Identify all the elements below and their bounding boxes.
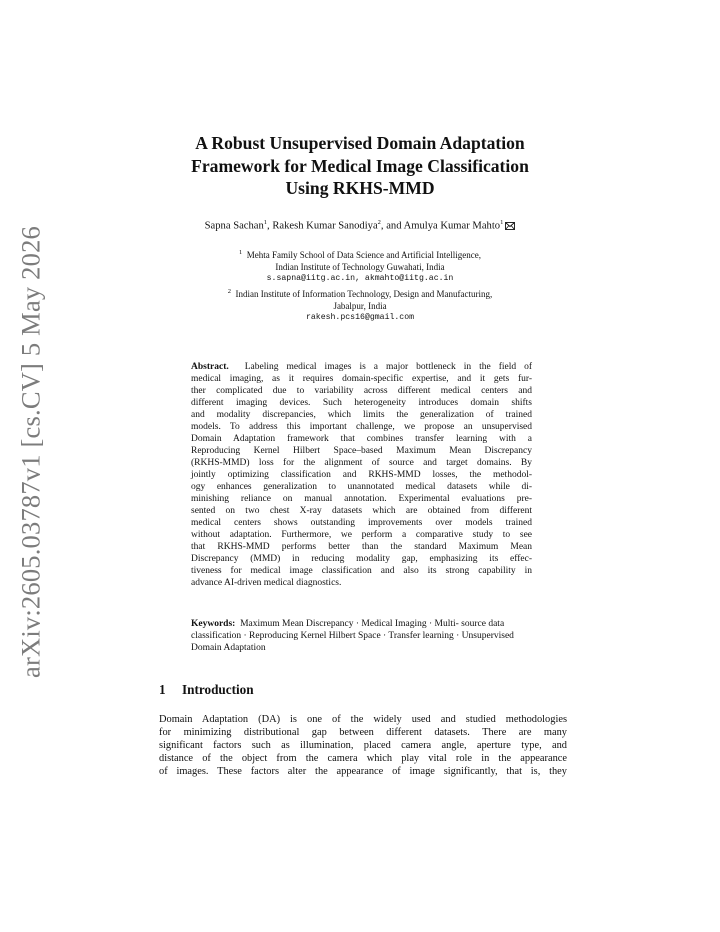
title-line: Using RKHS-MMD bbox=[285, 178, 435, 198]
arxiv-sidebar-stamp bbox=[11, 226, 51, 678]
section-heading bbox=[159, 682, 254, 698]
affiliation-1 bbox=[100, 247, 620, 285]
author-list bbox=[100, 219, 620, 232]
affiliation-line: Indian Institute of Technology Guwahati, India bbox=[275, 262, 445, 272]
affiliation-line: Indian Institute of Information Technology, Design and Manufacturing, bbox=[235, 289, 493, 299]
envelope-icon bbox=[505, 222, 515, 230]
affiliation-line: Mehta Family School of Data Science and Artificial Intelligence, bbox=[246, 250, 481, 260]
abstract-line: that RKHS-MMD performs better than the standard Maximum Mean bbox=[191, 542, 532, 552]
arxiv-identifier: arXiv:2605.03787v1 [cs.CV] 5 May 2026 bbox=[15, 226, 46, 678]
title-line: A Robust Unsupervised Domain Adaptation bbox=[195, 133, 525, 153]
abstract bbox=[191, 361, 532, 589]
keywords-text: Maximum Mean Discrepancy · Medical Imaging · Multi- bbox=[240, 619, 459, 629]
paragraph-line: for minimizing distributional gap between different datasets. There are many bbox=[159, 727, 567, 739]
affiliation-emails: s.sapna@iitg.ac.in, akmahto@iitg.ac.in bbox=[266, 274, 454, 283]
abstract-line: ogy enhances generalization to unannotated medical datasets while di- bbox=[191, 482, 532, 492]
keywords-line bbox=[191, 619, 459, 629]
section-number: 1 bbox=[159, 682, 166, 697]
abstract-line: jointly optimizing classification and RKHS-MMD losses, the methodol- bbox=[191, 470, 532, 480]
paragraph-line: significant factors such as illumination, placed camera angle, aperture type, and bbox=[159, 740, 567, 752]
affiliation-2 bbox=[100, 286, 620, 324]
abstract-line: tiveness for medical image classification and also its strong capability in bbox=[191, 566, 532, 576]
abstract-line: Discrepancy (MMD) in reducing modality gap, emphasizing its effec- bbox=[191, 554, 532, 564]
author-affiliation-mark: 1 bbox=[263, 219, 268, 226]
abstract-line bbox=[191, 361, 532, 373]
abstract-text: Labeling medical images is a major bottleneck in the field of bbox=[244, 362, 533, 372]
keywords-label: Keywords: bbox=[191, 619, 236, 629]
author-name: Rakesh Kumar Sanodiya bbox=[272, 220, 378, 232]
abstract-line: (RKHS-MMD) loss for the alignment of source and target domains. By bbox=[191, 458, 532, 468]
introduction-paragraph bbox=[159, 713, 567, 778]
author-name: Sapna Sachan bbox=[204, 220, 264, 232]
abstract-line: models. To address this important challenge, we propose an unsupervised bbox=[191, 422, 532, 432]
paragraph-line: distance of the object from the camera which play vital role in the appearance bbox=[159, 753, 567, 765]
keywords bbox=[191, 618, 532, 654]
affiliation-number: 2 bbox=[227, 288, 231, 295]
author-separator: , bbox=[267, 220, 273, 232]
abstract-line: Reproducing Kernel Hilbert Space–based Maximum Mean Discrepancy bbox=[191, 446, 532, 456]
abstract-label: Abstract. bbox=[191, 362, 229, 372]
abstract-line: medical centers shows outstanding improvements over models trained bbox=[191, 518, 532, 528]
abstract-line: medical imaging, as it requires domain-specific expertise, and it gets fur- bbox=[191, 374, 532, 384]
abstract-line: Domain Adaptation framework that combines transfer learning with a bbox=[191, 434, 532, 444]
abstract-line: without adaptation. Furthermore, we perform a comparative study to see bbox=[191, 530, 532, 540]
author-affiliation-mark: 1 bbox=[500, 219, 504, 226]
abstract-line: advance AI-driven medical diagnostics. bbox=[191, 578, 342, 588]
keywords-line: learning · Unsupervised Domain Adaptation bbox=[191, 631, 514, 653]
title-line: Framework for Medical Image Classification bbox=[191, 155, 529, 176]
abstract-line: and modality discrepancies, which limits the generalization of trained bbox=[191, 410, 532, 420]
abstract-line: minishing reliance on manual annotation. Experimental evaluations pre- bbox=[191, 494, 532, 504]
author-separator: , and bbox=[380, 220, 404, 232]
abstract-line: ther complicated due to variability across different medical centers and bbox=[191, 386, 532, 396]
paper-title bbox=[120, 132, 600, 200]
keywords-line: source data classification · Reproducing Kernel Hilbert Space · Transfer bbox=[191, 619, 505, 641]
section-title: Introduction bbox=[182, 682, 254, 697]
paragraph-line: of images. These factors alter the appearance of image significantly, that is, they bbox=[159, 766, 567, 778]
author-affiliation-mark: 2 bbox=[377, 219, 381, 226]
abstract-line: different imaging devices. Such heterogeneity introduces domain shifts bbox=[191, 398, 532, 408]
abstract-line: sented on two chest X-ray datasets which are obtained from different bbox=[191, 506, 532, 516]
affiliation-email: rakesh.pcs16@gmail.com bbox=[305, 313, 415, 322]
affiliation-number: 1 bbox=[239, 249, 243, 256]
affiliation-line: Jabalpur, India bbox=[333, 301, 387, 311]
paragraph-line: Domain Adaptation (DA) is one of the widely used and studied methodologies bbox=[159, 714, 567, 725]
author-name: Amulya Kumar Mahto bbox=[403, 220, 501, 232]
